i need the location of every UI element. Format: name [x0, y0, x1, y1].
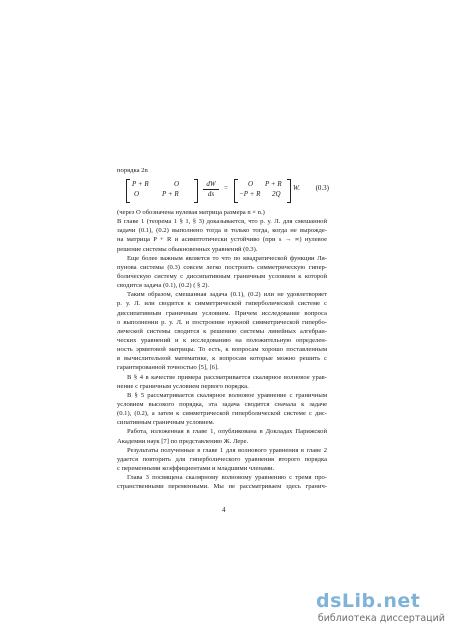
paragraph — [117, 391, 327, 428]
derivative-fraction — [203, 180, 219, 199]
text-line: Результаты полученные в главе 1 для волнового уравнения в главе 2 — [127, 446, 327, 454]
text-line: сводится задача (0.1), (0.2) ( § 2). — [117, 282, 210, 290]
text-line: сипативным граничным условием. — [117, 419, 215, 427]
fraction-numerator: dW — [203, 180, 219, 190]
text-line: удается повторить для гиперболического уравнения второго порядка — [117, 455, 327, 463]
text-line: (0.1), (0.2), а затем к симметрической гиперболической системе с дис- — [117, 410, 327, 418]
matrix-cell: P + R — [265, 180, 282, 188]
header-line — [117, 166, 327, 175]
matrix-cell: 2Q — [272, 190, 281, 198]
text-line: решение системы обыкновенных уравнений (0.3). — [117, 245, 258, 253]
text-line: задачи (0.1), (0.2) выполнено тогда и только тогда, когда не вырожде- — [117, 227, 327, 235]
fraction-denominator: ds — [207, 190, 215, 198]
equation-number: (0.3) — [315, 184, 329, 192]
matrix-cell: P + R — [132, 180, 149, 188]
paragraph — [117, 208, 327, 254]
rhs-suffix: W. — [293, 184, 300, 192]
text-line: в вычислительной математике, к вопросам которые можно решить с — [117, 355, 327, 363]
paragraph — [117, 446, 327, 473]
left-bracket-close — [194, 179, 198, 203]
text-line: Глава 3 посвящена скалярному волновому уравнению с тремя про- — [127, 474, 327, 482]
text-line: с переменными коэффициентами и младшими членами. — [117, 465, 275, 473]
page-number: 4 — [222, 506, 226, 514]
paragraph — [117, 290, 327, 372]
text-line: Работа, изложенная в главе 1, опубликована в Докладах Парижской — [127, 428, 327, 436]
text-line: пунова системы (0.3) совсем легко построить симметрическую гипер- — [117, 263, 327, 271]
text-line: В § 4 в качестве примера рассматривается скалярное волновое урав- — [127, 373, 327, 381]
right-bracket-close — [287, 179, 291, 203]
equals-sign: = — [224, 184, 228, 192]
matrix-cell: −P + R — [239, 190, 261, 198]
text-line: Академии наук [7] по представлению Ж. Лере. — [117, 437, 249, 445]
watermark-brand: dsLib.net — [316, 590, 421, 612]
text-line: странственными переменными. Мы не рассматриваем здесь гранич- — [117, 483, 327, 491]
text-line: ческих уравнений и к исследованию на положительную определен- — [117, 337, 327, 345]
text-line: порядка 2n — [117, 167, 148, 174]
paragraph — [117, 373, 327, 391]
paragraph — [117, 254, 327, 291]
text-line: (через O обозначена нулевая матрица размера n × n.) — [117, 209, 265, 216]
watermark-tagline: библиотека диссертаций — [317, 613, 445, 624]
text-line: лической системы сводится к решению системы линейных алгебраи- — [117, 327, 327, 335]
matrix-cell: O — [174, 180, 180, 188]
text-line: ность эрмитовой матрицы. То есть, к вопросам хорошо поставленным — [117, 346, 327, 354]
text-line: на матрица P + R и асимптотически устойчиво (при s → ∞) нулевое — [117, 236, 327, 244]
text-line: нение с граничным условием первого порядка. — [117, 382, 249, 390]
text-line: гарантированной точностью [5], [6]. — [117, 364, 219, 372]
text-line: В главе 1 (теорема 1 § 1, § 3) доказывается, что р. у. Л. для смешанной — [117, 218, 327, 226]
text-line: болическую систему с диссипативным граничным условием к которой — [117, 273, 327, 281]
paragraph — [117, 473, 327, 491]
body-text — [117, 208, 327, 491]
equation-block — [117, 177, 329, 205]
text-line: диссипативным граничным условием. Причем исследование вопроса — [117, 309, 327, 317]
text-line: Еще более важным является то что по квадратической функции Ля- — [127, 254, 327, 262]
text-line: р. у. Л. или сводится к симметрической гиперболической системе с — [117, 300, 327, 308]
text-line: о выполнении р. у. Л. и построение нужной симметрической гипербо- — [117, 318, 327, 326]
text-line: условием высокого порядка, эта задача сводится сначала к задаче — [117, 401, 327, 409]
text-line: В § 5 рассматривается скалярное волновое уравнение с граничным — [127, 391, 327, 399]
left-bracket-open — [126, 179, 130, 203]
site-watermark[interactable] — [300, 590, 445, 630]
paragraph — [117, 427, 327, 445]
matrix-cell: P + R — [162, 190, 179, 198]
matrix-cell: O — [134, 190, 140, 198]
matrix-cell: O — [248, 180, 254, 188]
right-bracket-open — [234, 179, 238, 203]
text-line: Таким образом, смешанная задача (0.1), (0.2) или не удовлетворяет — [127, 291, 327, 299]
